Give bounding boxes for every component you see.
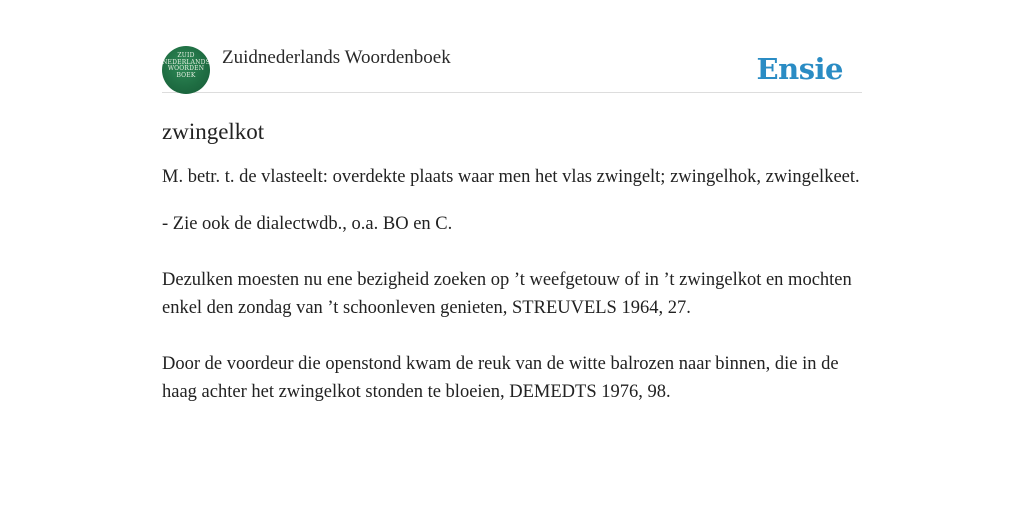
header: [162, 46, 862, 93]
entry-quote: Door de voordeur die openstond kwam de reuk van de witte balrozen naar binnen, die in de haag achter het zwingelkot stonden te bloeien, DEMEDTS 1976, 98.: [162, 354, 839, 402]
brand-logo-link[interactable]: Ensie: [756, 52, 843, 86]
page: [162, 46, 862, 434]
entry-content: [162, 163, 862, 406]
entry-definition: M. betr. t. de vlasteelt: overdekte plaats waar men het vlas zwingelt; zwingelhok, zwingelkeet.: [162, 167, 860, 187]
logo-line: NEDERLANDS: [162, 58, 210, 66]
logo-line: BOEK: [176, 71, 196, 79]
entry-quote: Dezulken moesten nu ene bezigheid zoeken op ’t weefgetouw of in ’t zwingelkot en mochten enkel den zondag van ’t schoonleven genieten, STREUVELS 1964, 27.: [162, 270, 852, 318]
entry-headword: zwingelkot: [162, 119, 265, 144]
site-name-link[interactable]: Zuidnederlands Woordenboek: [222, 47, 451, 68]
site-logo[interactable]: [162, 46, 210, 94]
entry-note: - Zie ook de dialectwdb., o.a. BO en C.: [162, 214, 453, 234]
logo-line: ZUID: [177, 52, 195, 59]
logo-line: WOORDEN: [167, 65, 205, 72]
logo-text: [162, 53, 210, 79]
